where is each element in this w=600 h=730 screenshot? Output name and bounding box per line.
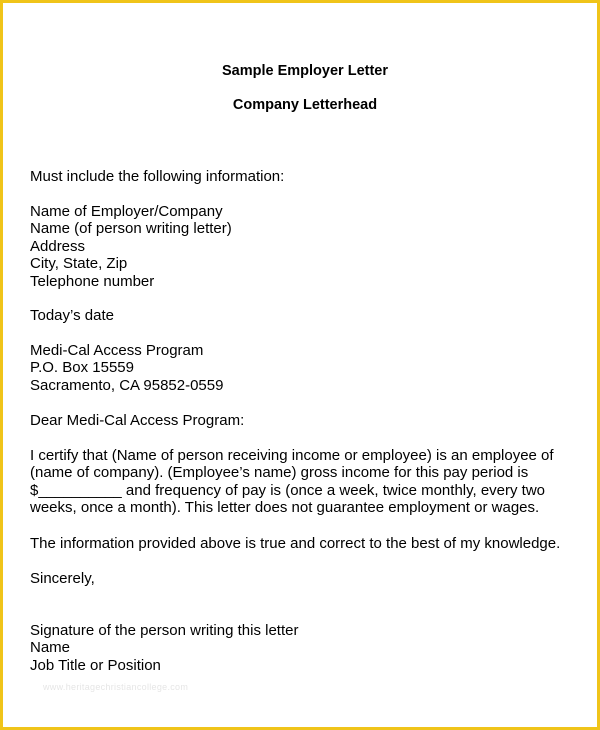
employer-info-block	[30, 203, 580, 290]
body-line: I certify that (Name of person receiving income or employee) is an employee of	[30, 447, 554, 464]
employer-info-line: Telephone number	[30, 272, 155, 290]
recipient-line: Medi-Cal Access Program	[30, 342, 204, 359]
date-line: Today’s date	[30, 307, 114, 324]
employer-info-line: Name (of person writing letter)	[30, 220, 232, 238]
employer-info-line: City, State, Zip	[30, 255, 128, 273]
closing-block	[30, 570, 580, 587]
intro-text: Must include the following information:	[30, 168, 285, 185]
body-paragraph	[30, 447, 580, 517]
signature-line: Job Title or Position	[30, 656, 161, 674]
employer-info-line: Name of Employer/Company	[30, 203, 223, 220]
employer-info-line: Address	[30, 237, 86, 255]
signature-line: Name	[30, 639, 71, 657]
salutation-block	[30, 412, 580, 429]
statement-text: The information provided above is true and correct to the best of my knowledge.	[30, 535, 561, 552]
body-line: $__________ and frequency of pay is (once a week, twice monthly, every two	[30, 481, 546, 499]
date-block	[30, 307, 580, 324]
recipient-line: P.O. Box 15559	[30, 359, 134, 377]
signature-block	[30, 622, 580, 674]
recipient-line: Sacramento, CA 95852-0559	[30, 376, 224, 394]
recipient-address-block	[30, 342, 580, 394]
salutation: Dear Medi-Cal Access Program:	[30, 412, 245, 429]
document-subtitle: Company Letterhead	[232, 97, 378, 113]
body-line: (name of company). (Employee’s name) gross income for this pay period is	[30, 464, 529, 482]
closing-text: Sincerely,	[30, 570, 95, 587]
intro-paragraph	[30, 168, 580, 185]
signature-line: Signature of the person writing this letter	[30, 622, 299, 639]
body-line: weeks, once a month). This letter does not guarantee employment or wages.	[30, 499, 540, 517]
watermark-text: www.heritagechristiancollege.com	[43, 682, 189, 692]
document-title: Sample Employer Letter	[222, 63, 388, 79]
statement-block	[30, 535, 580, 552]
